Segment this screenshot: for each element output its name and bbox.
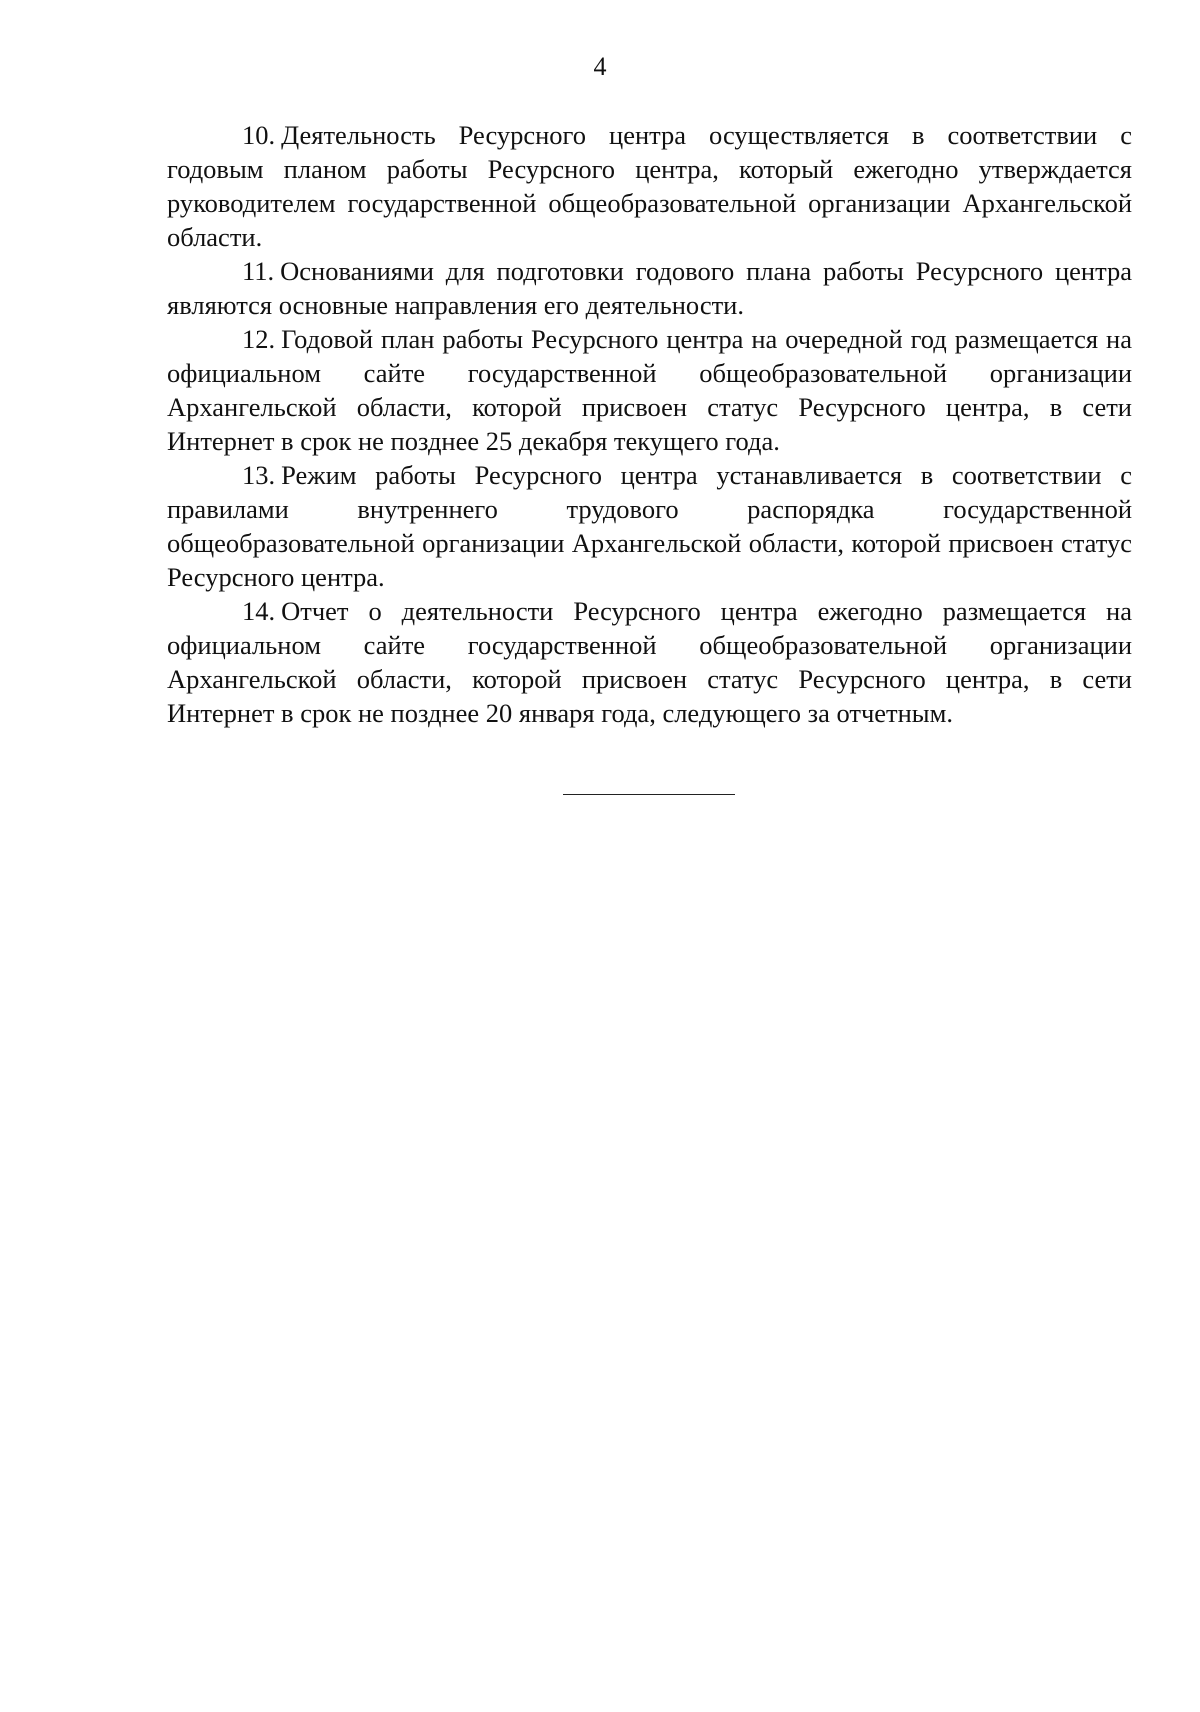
paragraph-text: Отчет о деятельности Ресурсного центра ежегодно размещается на официальном сайте государственной общеобразовательной организации Архангельской области, которой присвоен статус Ресурсного центра, в сети Интернет в срок не позднее 20 января года, следующего за отчетным.	[167, 596, 1132, 728]
document-body	[167, 118, 1132, 730]
paragraph-text: Основаниями для подготовки годового плана работы Ресурсного центра являются основные направления его деятельности.	[167, 256, 1132, 320]
paragraph-10	[167, 118, 1132, 254]
paragraph-number: 12.	[242, 324, 276, 354]
paragraph-text: Годовой план работы Ресурсного центра на очередной год размещается на официальном сайте государственной общеобразовательной организации Архангельской области, которой присвоен статус Ресурсного центра, в сети Интернет в срок не позднее 25 декабря текущего года.	[167, 324, 1132, 456]
paragraph-number: 13.	[242, 460, 276, 490]
paragraph-12	[167, 322, 1132, 458]
paragraph-13	[167, 458, 1132, 594]
paragraph-number: 10.	[242, 120, 276, 150]
paragraph-number: 14.	[242, 596, 276, 626]
paragraph-14	[167, 594, 1132, 730]
page-number: 4	[593, 52, 607, 81]
paragraph-11	[167, 254, 1132, 322]
end-of-document-rule	[563, 794, 735, 795]
paragraph-number: 11.	[242, 256, 275, 286]
paragraph-text: Деятельность Ресурсного центра осуществляется в соответствии с годовым планом работы Ресурсного центра, который ежегодно утверждается руководителем государственной общеобразовательной организации Архангельской области.	[167, 120, 1132, 252]
paragraph-text: Режим работы Ресурсного центра устанавливается в соответствии с правилами внутреннего трудового распорядка государственной общеобразовательной организации Архангельской области, которой присвоен статус Ресурсного центра.	[167, 460, 1132, 592]
